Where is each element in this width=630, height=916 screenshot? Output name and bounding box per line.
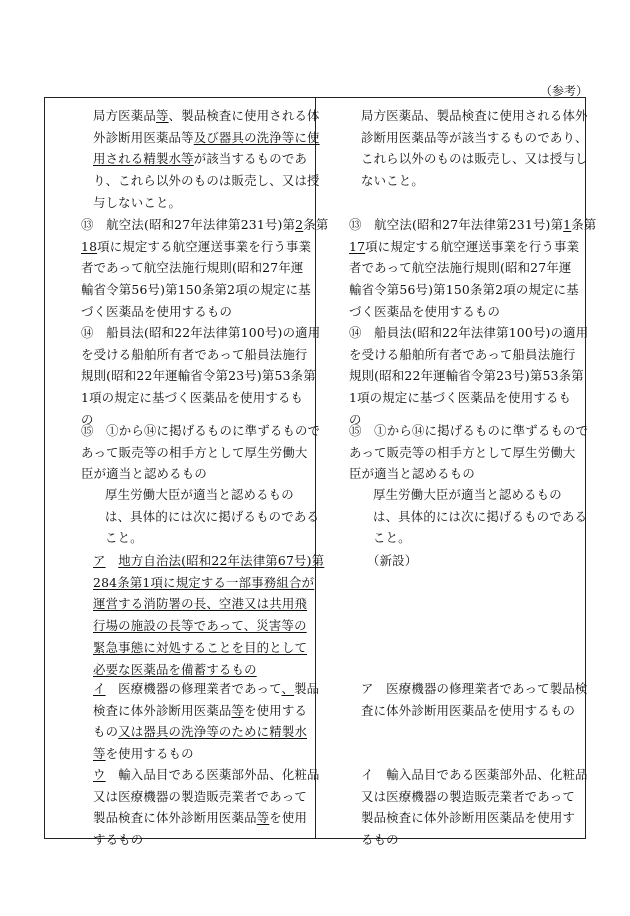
text-segment: を使用 [269, 810, 308, 826]
text-segment: が該当するものであ [193, 151, 308, 167]
comparison-table [44, 97, 597, 848]
text-segment: の [349, 411, 362, 427]
left-item-14 [81, 322, 320, 431]
text-line [93, 807, 320, 829]
text-segment: 項に規定する航空運送事業を行う事業 [97, 238, 312, 254]
text-segment: ⑭ 船員法(昭和22年法律第100号)の適用 [349, 325, 589, 340]
text-segment: これら以外のものは販売し、又は授与し [361, 151, 588, 167]
text-segment: 輸省令第56号)第150条第2項の規定に基 [349, 282, 579, 298]
underlined-text: 緊急事態に対処することを目的として [93, 639, 308, 655]
text-line [81, 257, 328, 279]
text-segment: あって販売等の相手方として厚生労働大 [81, 444, 308, 460]
text-line [93, 615, 324, 637]
text-line [349, 301, 596, 323]
right-item-15 [349, 420, 588, 485]
underlined-text: ウ [93, 767, 106, 782]
text-line [361, 829, 588, 851]
text-line [93, 764, 320, 786]
text-segment: を使用する [244, 702, 308, 718]
text-line [349, 463, 588, 485]
text-line [349, 387, 588, 409]
text-segment: 者であって航空法施行規則(昭和27年運 [349, 260, 572, 276]
underlined-text: 、 [281, 681, 295, 696]
left-item-13 [81, 214, 328, 323]
right-item-13 [349, 214, 596, 323]
text-line [81, 387, 320, 409]
text-segment: 条第 [571, 217, 597, 232]
text-line [93, 659, 324, 681]
text-segment: 輸省令第56号)第150条第2項の規定に基 [81, 282, 311, 298]
text-segment: こと。 [373, 530, 411, 546]
text-segment: ⑬ 航空法(昭和27年法律第231号)第 [349, 217, 564, 232]
text-segment: 者であって航空法施行規則(昭和27年運 [81, 260, 304, 276]
right-note [373, 484, 587, 549]
text-line [93, 721, 319, 743]
underlined-text: 284条第1項に規定する一部事務組合が [93, 574, 315, 590]
left-sub-item-i [93, 678, 319, 765]
text-segment: ⑮ ①から⑭に掲げるものに準ずるもので [81, 423, 321, 438]
text-segment: 1項の規定に基づく医薬品を使用するも [349, 390, 572, 406]
text-line [361, 807, 588, 829]
text-line [93, 105, 320, 127]
text-segment: を受ける船舶所有者であって船員法施行 [349, 346, 576, 362]
text-line [349, 257, 596, 279]
text-line [81, 279, 328, 301]
text-line [93, 593, 324, 615]
right-new-label [367, 550, 417, 572]
underlined-text: 2 [295, 217, 304, 232]
text-segment: は、具体的には次に掲げるものである [105, 508, 320, 524]
text-line [373, 506, 587, 528]
text-line [367, 550, 417, 572]
text-line [81, 463, 320, 485]
text-segment: 臣が適当と認めるもの [81, 466, 207, 482]
text-line [105, 506, 319, 528]
text-segment [106, 553, 119, 568]
underlined-text: 必要な医薬品を備蓄するもの [93, 661, 257, 677]
text-line [81, 236, 328, 258]
left-intro-paragraph [93, 105, 320, 214]
text-segment: こと。 [105, 530, 143, 546]
text-segment: の [81, 411, 94, 427]
text-segment: 検査に体外診断用医薬品 [93, 702, 232, 718]
text-line [93, 148, 320, 170]
underlined-text: イ [93, 681, 106, 696]
text-line [361, 764, 588, 786]
text-segment: り、これら以外のものは販売し、又は授 [93, 173, 320, 189]
text-segment: づく医薬品を使用するもの [349, 303, 501, 319]
text-segment: 製品検査に体外診断用医薬品を使用す [361, 810, 576, 826]
text-segment: 製品 [294, 681, 320, 696]
text-segment: 条第 [303, 217, 329, 232]
right-intro-paragraph [361, 105, 588, 192]
text-segment: 又は医療機器の製造販売業者であって [361, 788, 575, 804]
underlined-text: 又は器具の洗浄等のために精製水 [118, 724, 308, 740]
text-segment: 規則(昭和22年運輸省令第23号)第53条第 [81, 368, 316, 384]
reference-label: （参考） [539, 84, 588, 98]
underlined-text: 及び器具の洗浄等に使 [193, 129, 320, 145]
text-line [105, 527, 319, 549]
underlined-text: 用される精製水等 [93, 151, 194, 167]
text-line [93, 170, 320, 192]
text-line [81, 365, 320, 387]
text-segment: 製品検査に体外診断用医薬品 [93, 810, 257, 826]
text-line [373, 484, 587, 506]
right-sub-item-a [361, 678, 588, 721]
underlined-text: 等 [93, 746, 106, 762]
text-line [349, 365, 588, 387]
text-line [105, 484, 319, 506]
text-segment: するもの [93, 832, 144, 848]
text-line [361, 678, 588, 700]
text-segment: 局方医薬品、製品検査に使用される体外 [361, 108, 588, 123]
text-line [361, 105, 588, 127]
text-line [93, 127, 320, 149]
text-line [81, 301, 328, 323]
text-segment: 又は医療機器の製造販売業者であって [93, 788, 307, 804]
text-line [81, 344, 320, 366]
underlined-text: 地方自治法(昭和22年法律第67号)第 [118, 553, 325, 568]
underlined-text: ア [93, 553, 106, 568]
text-segment: 外診断用医薬品等 [93, 129, 194, 145]
text-segment: （新設） [367, 553, 418, 568]
text-line [93, 637, 324, 659]
underlined-text: 行場の施設の長等であって、災害等の [93, 618, 307, 634]
left-item-15 [81, 420, 320, 485]
text-segment: 臣が適当と認めるもの [349, 466, 475, 482]
text-line [93, 572, 324, 594]
text-segment: 査に体外診断用医薬品を使用するもの [361, 702, 576, 718]
underlined-text: 17 [349, 238, 366, 254]
text-line [93, 700, 319, 722]
text-line [349, 420, 588, 442]
text-segment: 1項の規定に基づく医薬品を使用するも [81, 390, 304, 406]
text-segment: 項に規定する航空運送事業を行う事業 [365, 238, 580, 254]
right-item-14 [349, 322, 588, 431]
text-segment: 厚生労働大臣が適当と認めるもの [105, 487, 294, 502]
text-line [81, 420, 320, 442]
text-segment: を受ける船舶所有者であって船員法施行 [81, 346, 308, 362]
text-segment: は、具体的には次に掲げるものである [373, 508, 588, 524]
right-sub-item-i [361, 764, 588, 851]
text-segment: 輸入品目である医薬部外品、化粧品 [105, 767, 320, 782]
text-segment: 規則(昭和22年運輸省令第23号)第53条第 [349, 368, 584, 384]
text-line [93, 743, 319, 765]
text-segment: 与しないこと。 [93, 194, 182, 210]
underlined-text: 1 [563, 217, 572, 232]
text-line [349, 322, 588, 344]
text-segment: ⑬ 航空法(昭和27年法律第231号)第 [81, 217, 296, 232]
underlined-text: 等 [256, 810, 270, 826]
text-line [81, 442, 320, 464]
text-segment: 医療機器の修理業者であって [105, 681, 282, 696]
text-line [349, 279, 596, 301]
text-segment: イ 輸入品目である医薬部外品、化粧品 [361, 767, 588, 782]
text-line [93, 550, 324, 572]
text-line [361, 786, 588, 808]
text-line [349, 442, 588, 464]
text-segment: ⑭ 船員法(昭和22年法律第100号)の適用 [81, 325, 321, 340]
text-line [93, 786, 320, 808]
underlined-text: 等 [231, 702, 245, 718]
text-segment: もの [93, 724, 119, 740]
text-segment: 局方医薬品 [93, 108, 156, 123]
text-line [93, 678, 319, 700]
text-segment: 、製品検査に使用される体 [168, 108, 320, 123]
text-segment: づく医薬品を使用するもの [81, 303, 233, 319]
text-line [349, 214, 596, 236]
left-note [105, 484, 319, 549]
text-segment: るもの [361, 832, 399, 848]
text-line [349, 344, 588, 366]
text-line [349, 236, 596, 258]
text-segment: ⑮ ①から⑭に掲げるものに準ずるもので [349, 423, 589, 438]
left-sub-item-a [93, 550, 324, 680]
text-line [93, 192, 320, 214]
underlined-text: 運営する消防署の長、空港又は共用飛 [93, 596, 308, 612]
text-line [361, 148, 588, 170]
text-segment: ないこと。 [361, 173, 424, 189]
text-line [81, 214, 328, 236]
text-segment: あって販売等の相手方として厚生労働大 [349, 444, 576, 460]
text-segment: ア 医療機器の修理業者であって製品検 [361, 681, 588, 696]
left-sub-item-u [93, 764, 320, 851]
text-line [361, 170, 588, 192]
text-line [361, 127, 588, 149]
underlined-text: 等 [155, 108, 169, 123]
underlined-text: 18 [81, 238, 98, 254]
text-line [373, 527, 587, 549]
text-line [81, 322, 320, 344]
text-line [361, 700, 588, 722]
text-segment: 診断用医薬品等が該当するものであり、 [361, 129, 588, 145]
text-segment: 厚生労働大臣が適当と認めるもの [373, 487, 562, 502]
text-line [93, 829, 320, 851]
text-segment: を使用するもの [105, 746, 194, 762]
